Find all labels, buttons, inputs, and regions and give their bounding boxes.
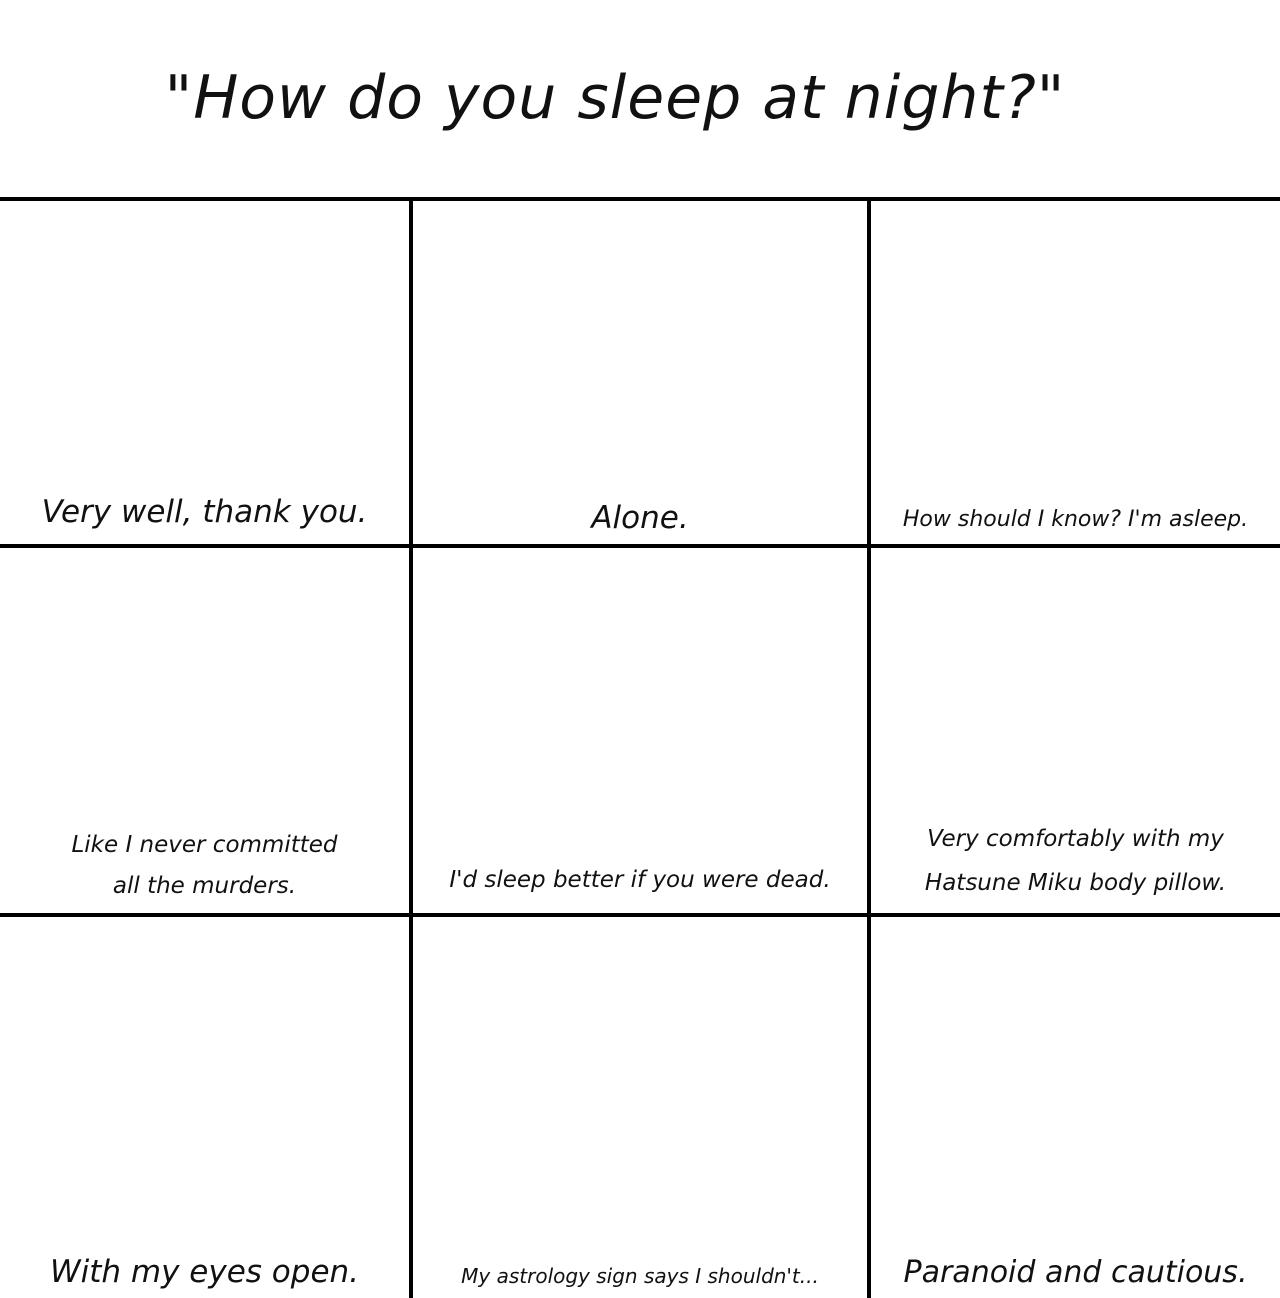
- grid-cell-6: [871, 548, 1280, 913]
- alignment-grid: [0, 197, 1280, 1298]
- cell-label: Like I never committed all the murders.: [71, 832, 338, 899]
- grid-cell-4: [0, 548, 409, 913]
- grid-cell-3: [871, 201, 1280, 544]
- grid-cell-7: [0, 917, 409, 1298]
- grid-cell-1: [0, 201, 409, 544]
- cell-label: My astrology sign says I shouldn't...: [461, 1264, 819, 1288]
- grid-cell-9: [871, 917, 1280, 1298]
- grid-cell-8: [413, 917, 867, 1298]
- grid-cell-2: [413, 201, 867, 544]
- cell-label: Very comfortably with my Hatsune Miku body pillow.: [924, 826, 1227, 896]
- grid-cell-5: [413, 548, 867, 913]
- chart-title: "How do you sleep at night?": [164, 63, 1066, 133]
- cell-label: Very well, thank you.: [41, 494, 368, 530]
- cell-label: With my eyes open.: [49, 1254, 360, 1290]
- cell-label: Alone.: [591, 500, 689, 536]
- cell-label: I'd sleep better if you were dead.: [449, 867, 831, 893]
- cell-label: How should I know? I'm asleep.: [902, 507, 1249, 532]
- cell-label: Paranoid and cautious.: [903, 1255, 1248, 1290]
